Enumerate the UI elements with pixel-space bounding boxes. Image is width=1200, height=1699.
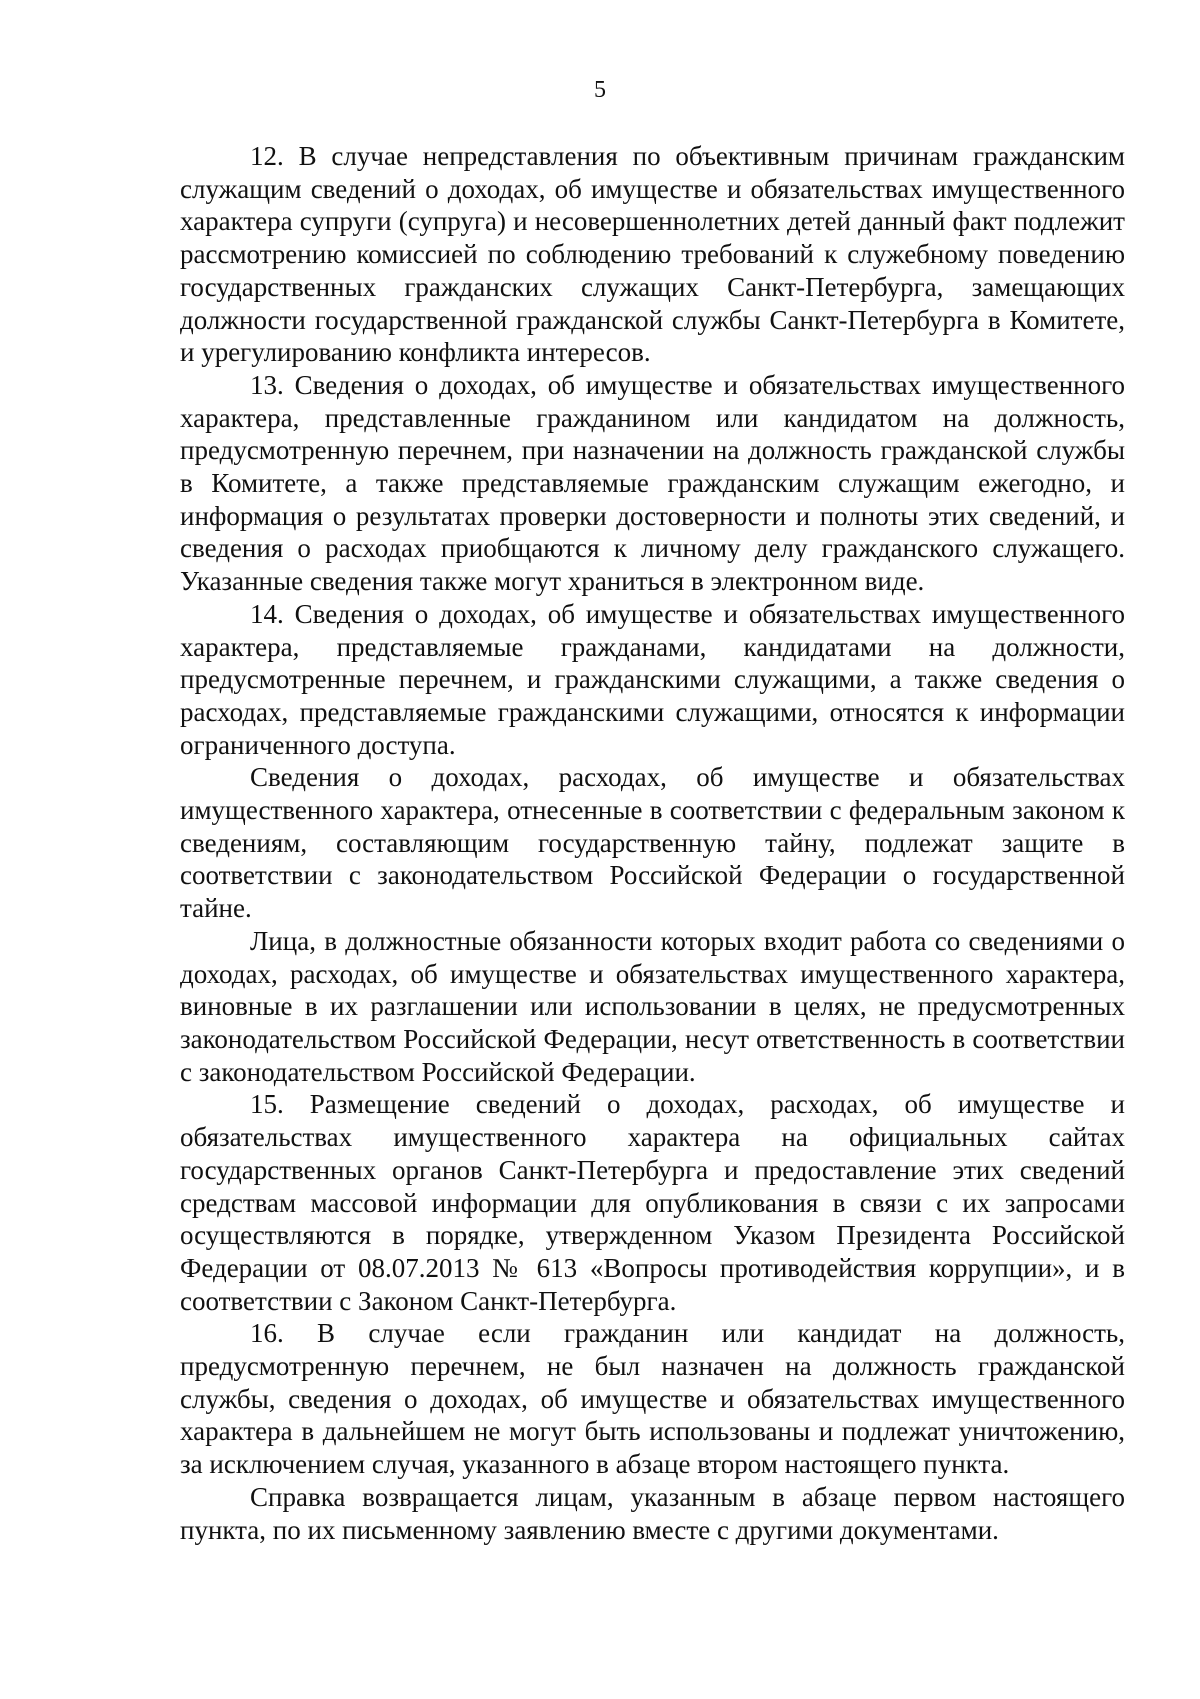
- paragraph-15: 15. Размещение сведений о доходах, расходах, об имуществе и обязательствах имущественного характера на официальных сайтах государственных органов Санкт-Петербурга и предоставление этих сведений средствам массовой информации для опубликования в связи с их запросами осуществляются в порядке, утвержденном Указом Президента Российской Федерации от 08.07.2013 № 613 «Вопросы противодействия коррупции», и в соответствии с Законом Санкт-Петербурга.: [180, 1089, 1125, 1316]
- paragraph-13: 13. Сведения о доходах, об имуществе и обязательствах имущественного характера, представленные гражданином или кандидатом на должность, предусмотренную перечнем, при назначении на должность гражданской службы в Комитете, а также представляемые гражданским служащим ежегодно, и информация о результатах проверки достоверности и полноты этих сведений, и сведения о расходах приобщаются к личному делу гражданского служащего. Указанные сведения также могут храниться в электронном виде.: [180, 369, 1125, 597]
- paragraph-14-state-secret: Сведения о доходах, расходах, об имуществе и обязательствах имущественного характера, отнесенные в соответствии с федеральным законом к сведениям, составляющим государственную тайну, подлежат защите в соответствии с законодательством Российской Федерации о государственной тайне.: [180, 762, 1125, 924]
- document-body: [180, 140, 1125, 1546]
- paragraph-12: 12. В случае непредставления по объективным причинам гражданским служащим сведений о доходах, об имуществе и обязательствах имущественного характера супруги (супруга) и несовершеннолетних детей данный факт подлежит рассмотрению комиссией по соблюдению требований к служебному поведению государственных гражданских служащих Санкт-Петербурга, замещающих должности государственной гражданской службы Санкт-Петербурга в Комитете, и урегулированию конфликта интересов.: [180, 141, 1125, 368]
- page-number: 5: [594, 77, 606, 103]
- paragraph-16-certificate-return: Справка возвращается лицам, указанным в абзаце первом настоящего пункта, по их письменному заявлению вместе с другими документами.: [180, 1481, 1125, 1545]
- paragraph-16: 16. В случае если гражданин или кандидат на должность, предусмотренную перечнем, не был назначен на должность гражданской службы, сведения о доходах, об имуществе и обязательствах имущественного характера в дальнейшем не могут быть использованы и подлежат уничтожению, за исключением случая, указанного в абзаце втором настоящего пункта.: [180, 1318, 1125, 1480]
- paragraph-14-liability: Лица, в должностные обязанности которых входит работа со сведениями о доходах, расходах, об имуществе и обязательствах имущественного характера, виновные в их разглашении или использовании в целях, не предусмотренных законодательством Российской Федерации, несут ответственность в соответствии с законодательством Российской Федерации.: [180, 925, 1125, 1087]
- paragraph-14: 14. Сведения о доходах, об имуществе и обязательствах имущественного характера, представляемые гражданами, кандидатами на должности, предусмотренные перечнем, и гражданскими служащими, а также сведения о расходах, представляемые гражданскими служащими, относятся к информации ограниченного доступа.: [180, 598, 1125, 760]
